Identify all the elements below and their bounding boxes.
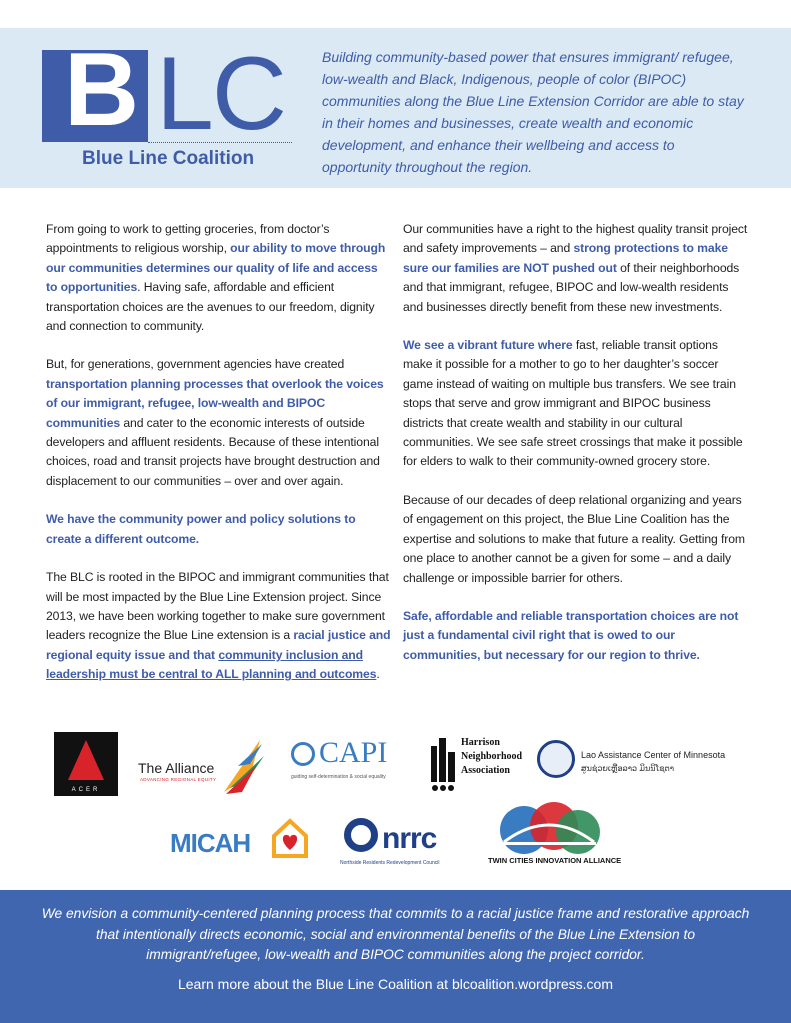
globe-icon	[291, 742, 315, 766]
organization-name: Blue Line Coalition	[82, 148, 255, 169]
nrrc-logo: nrrc Northside Residents Redevelopment Council	[340, 814, 470, 874]
micah-logo: MICAH	[170, 816, 315, 866]
mission-statement: Building community-based power that ensures immigrant/ refugee, low-wealth and Black, Indigenous, people of color (BIPOC) communities along the Blue Line Extension Corridor are able to stay in their homes and businesses, create wealth and economic development, and enhance their wellbeing and access to opportunity throughout the region.	[322, 49, 744, 175]
footer-band	[0, 890, 791, 1023]
lao-assistance-center-logo: Lao Assistance Center of Minnesota ສູນຊ່ວຍເຫຼືອລາວ ມິນນິໂຊຕາ	[537, 740, 737, 784]
paragraph-history: But, for generations, government agencies have created transportation planning processes that overlook the voices of our immigrant, refugee, low-wealth and BIPOC communities and cater to the economic interests of outside developers and affluent residents. Because of these intentional choices, road and transit projects have brought destruction and displacement to our communities – over and over again.	[46, 357, 384, 488]
left-column	[46, 220, 391, 704]
house-heart-icon	[272, 818, 308, 858]
right-column	[403, 220, 748, 684]
alliance-swoosh-icon	[220, 736, 266, 796]
capi-logo: CAPI guiding self-determination & social equality	[291, 736, 388, 780]
paragraph-expertise: Because of our decades of deep relational organizing and years of engagement on this project, the Blue Line Coalition has the expertise and solutions to make that future a reality. Getting from one place to another cannot be a given for some – and a daily challenge or impossible barrier for others.	[403, 492, 745, 585]
paragraph-civil-right: Safe, affordable and reliable transportation choices are not just a fundamental civil right that is owed to our communities, but necessary for our region to thrive.	[403, 608, 739, 662]
acer-triangle-icon	[68, 740, 104, 780]
paragraph-mobility: From going to work to getting groceries, from doctor’s appointments to religious worship, our ability to move through our communities determines our quality of life and access to opportunities. Having safe, affordable and efficient transportation choices are the avenues to our freedom, dignity and connection to community.	[46, 222, 386, 334]
logo-b-block: B	[42, 50, 148, 142]
website-link-text[interactable]: Learn more about the Blue Line Coalition at blcoalition.wordpress.com	[177, 976, 614, 992]
paragraph-vision: We see a vibrant future where fast, reliable transit options make it possible for a mother to go to her daughter’s soccer game instead of waiting on multiple bus transfers. We see train stops that serve and grow immigrant and BIPOC business districts that create wealth and stability in our cultural communities. We see safe street crossings that make it possible for elders to walk to their community-owned grocery store.	[403, 338, 743, 469]
logo-divider	[148, 142, 292, 143]
partner-logos	[0, 728, 791, 878]
paragraph-community-power: We have the community power and policy solutions to create a different outcome.	[46, 512, 356, 546]
blc-logo	[42, 32, 292, 180]
skyline-icon	[429, 736, 457, 792]
seal-icon	[537, 740, 575, 778]
acer-logo: ACER	[54, 732, 118, 796]
harrison-logo: Harrison Neighborhood Association	[429, 734, 519, 796]
alliance-logo: The Alliance ADVANCING REGIONAL EQUITY	[138, 736, 268, 796]
logo-lc-letters: LC	[156, 36, 285, 152]
nrrc-mark-icon	[344, 818, 378, 852]
paragraph-rights: Our communities have a right to the highest quality transit project and safety improvements – and strong protections to make sure our families are NOT pushed out of their neighborhoods and that immigrant, refugee, BIPOC and low-wealth residents and businesses directly benefit from these new investments.	[403, 222, 748, 314]
vision-statement: We envision a community-centered planning process that commits to a racial justice frame and restorative approach that intentionally directs economic, social and environmental benefits of the Blue Line Extension to immigrant/refugee, low-wealth and BIPOC communities along the project corridor.	[41, 906, 750, 962]
paragraph-blc-roots: The BLC is rooted in the BIPOC and immigrant communities that will be most impacted by the Blue Line Extension project. Since 2013, we have been working together to make sure government leaders recognize the Blue Line extension is a racial justice and regional equity issue and that community inclusion and leadership must be central to ALL planning and outcomes.	[46, 570, 391, 682]
bridge-bubbles-icon	[494, 802, 604, 856]
tcia-logo: TWIN CITIES INNOVATION ALLIANCE	[488, 802, 628, 872]
